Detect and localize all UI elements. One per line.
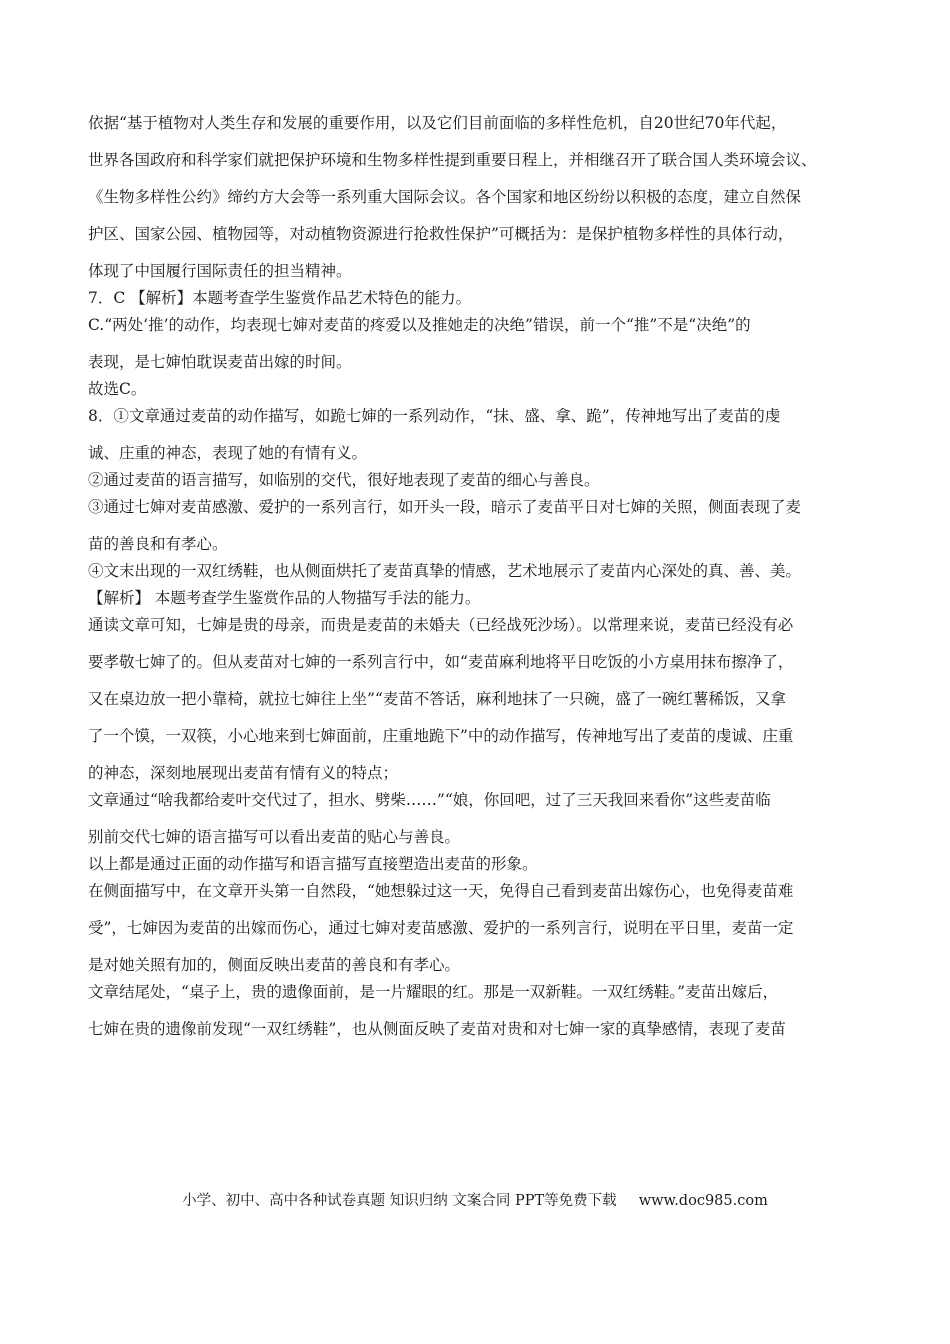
text-line: 护区、国家公园、植物园等，对动植物资源进行抢救性保护”可概括为：是保护植物多样性的具体行动， — [88, 225, 794, 243]
footer-site-link[interactable]: www.doc985.com — [638, 1193, 768, 1209]
text-line: 要孝敬七婶了的。但从麦苗对七婶的一系列言行中，如“麦苗麻利地将平日吃饭的小方桌用抹布擦净了， — [88, 653, 794, 671]
text-line: 七婶在贵的遗像前发现“一双红绣鞋”，也从侧面反映了麦苗对贵和对七婶一家的真挚感情，表现了麦苗 — [88, 1020, 786, 1038]
text-line: 通读文章可知，七婶是贵的母亲，而贵是麦苗的未婚夫（已经战死沙场）。以常理来说，麦苗已经没有必 — [88, 616, 794, 634]
text-line: 在侧面描写中，在文章开头第一自然段，“她想躲过这一天，免得自己看到麦苗出嫁伤心，也免得麦苗难 — [88, 882, 794, 900]
footer-text: 小学、初中、高中各种试卷真题 知识归纳 文案合同 PPT等免费下载 — [182, 1193, 617, 1209]
text-line: ②通过麦苗的语言描写，如临别的交代，很好地表现了麦苗的细心与善良。 — [88, 471, 600, 489]
text-line: 《生物多样性公约》缔约方大会等一系列重大国际会议。各个国家和地区纷纷以积极的态度，建立自然保 — [88, 188, 802, 206]
text-line: 7．C 【解析】本题考查学生鉴赏作品艺术特色的能力。 — [88, 289, 472, 307]
text-line: 表现，是七婶怕耽误麦苗出嫁的时间。 — [88, 353, 352, 371]
text-line: 苗的善良和有孝心。 — [88, 535, 228, 553]
text-line: 别前交代七婶的语言描写可以看出麦苗的贴心与善良。 — [88, 828, 461, 846]
text-line: ③通过七婶对麦苗感激、爱护的一系列言行，如开头一段，暗示了麦苗平日对七婶的关照，侧面表现了麦 — [88, 498, 802, 516]
text-line: 文章通过“啥我都给麦叶交代过了，担水、劈柴……”“娘，你回吧，过了三天我回来看你”这些麦苗临 — [88, 791, 771, 809]
page-footer — [0, 1190, 950, 1212]
text-line: 了一个馍，一双筷，小心地来到七婶面前，庄重地跪下”中的动作描写，传神地写出了麦苗的虔诚、庄重 — [88, 727, 794, 745]
answer-text-body — [88, 112, 868, 1040]
text-line: 是对她关照有加的，侧面反映出麦苗的善良和有孝心。 — [88, 956, 461, 974]
text-line: 又在桌边放一把小靠椅，就拉七婶往上坐”“麦苗不答话，麻利地抹了一只碗，盛了一碗红薯稀饭，又拿 — [88, 690, 786, 708]
text-line: 8．①文章通过麦苗的动作描写，如跪七婶的一系列动作，“抹、盛、拿、跪”，传神地写出了麦苗的虔 — [88, 407, 781, 425]
text-line: 受”，七婶因为麦苗的出嫁而伤心，通过七婶对麦苗感激、爱护的一系列言行，说明在平日里，麦苗一定 — [88, 919, 794, 937]
text-line: 文章结尾处，“桌子上，贵的遗像面前，是一片耀眼的红。那是一双新鞋。一双红绣鞋。”麦苗出嫁后， — [88, 983, 779, 1001]
text-line: 的神态，深刻地展现出麦苗有情有义的特点； — [88, 764, 399, 782]
text-line: 依据“基于植物对人类生存和发展的重要作用，以及它们目前面临的多样性危机，自20世纪70年代起， — [88, 114, 787, 132]
text-line: 故选C。 — [88, 380, 147, 398]
text-line: 世界各国政府和科学家们就把保护环境和生物多样性提到重要日程上，并相继召开了联合国人类环境会议、 — [88, 151, 817, 169]
text-line: 体现了中国履行国际责任的担当精神。 — [88, 262, 352, 280]
text-line: 以上都是通过正面的动作描写和语言描写直接塑造出麦苗的形象。 — [88, 855, 538, 873]
text-line: C.“两处‘推’的动作，均表现七婶对麦苗的疼爱以及推她走的决绝”错误，前一个“推”不是“决绝”的 — [88, 316, 751, 334]
text-line: 诚、庄重的神态，表现了她的有情有义。 — [88, 444, 368, 462]
text-line: 【解析】 本题考查学生鉴赏作品的人物描写手法的能力。 — [88, 589, 481, 607]
text-line: ④文末出现的一双红绣鞋，也从侧面烘托了麦苗真挚的情感，艺术地展示了麦苗内心深处的真、善、美。 — [88, 562, 802, 580]
